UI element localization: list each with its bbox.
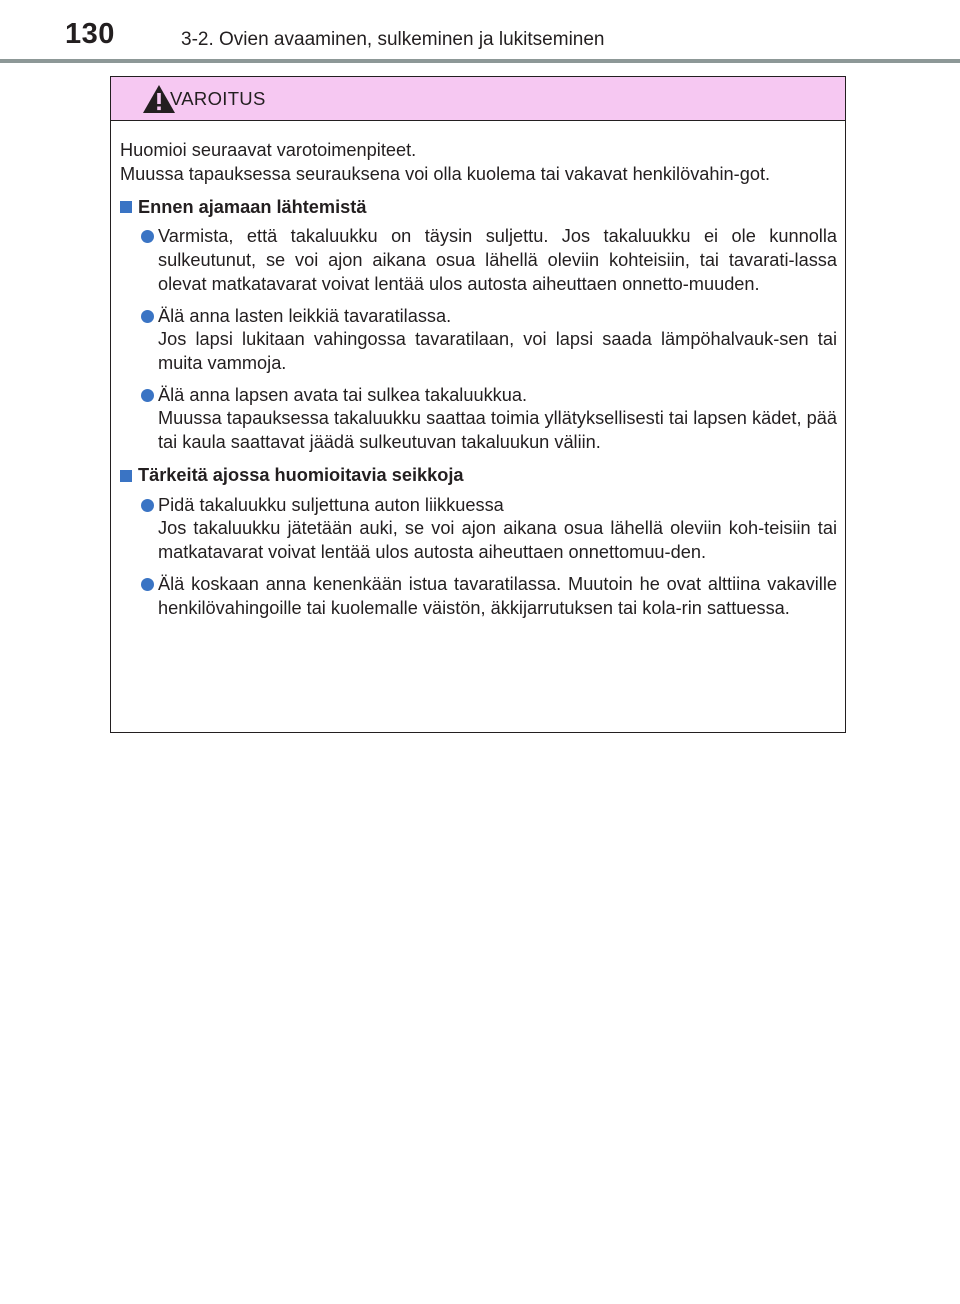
- warning-label: VAROITUS: [170, 88, 266, 109]
- list-item: [120, 225, 837, 296]
- list-item-line: Muussa tapauksessa takaluukku saattaa toimia yllätyksellisesti tai lapsen kädet, pää tai kaula saattavat jäädä sulkeutuvan takaluukun väliin.: [158, 408, 837, 453]
- section-heading: [120, 195, 837, 219]
- warning-box: [110, 76, 846, 733]
- list-item-line: Älä anna lapsen avata tai sulkea takaluukkua.: [158, 384, 528, 405]
- section-heading: [120, 464, 837, 488]
- list-item-text: [158, 305, 837, 376]
- warning-body: [111, 121, 845, 620]
- list-item-line: Jos takaluukku jätetään auki, se voi ajon aikana osua lähellä oleviin koh-teisiin tai matkatavarat voivat lentää ulos autosta aiheuttaen onnettomuu-den.: [158, 518, 837, 563]
- square-bullet-icon: [120, 470, 132, 482]
- list-item-line: Älä koskaan anna kenenkään istua tavaratilassa. Muutoin he ovat alttiina vakaville henkilövahingoille tai kuolemalle väistön, äkkijarrutuksen tai kola-rin sattuessa.: [158, 573, 837, 618]
- round-bullet-icon: [141, 230, 154, 243]
- list-item: [120, 384, 837, 455]
- round-bullet-icon: [141, 389, 154, 402]
- warning-header: [111, 77, 845, 121]
- page-number: 130: [65, 18, 115, 50]
- list-item-line: Varmista, että takaluukku on täysin suljettu. Jos takaluukku ei ole kunnolla sulkeutunut, se voi ajon aikana osua lähellä oleviin kohteisiin, tai tavarati-lassa olevat matkatavarat voivat lentää ulos autosta aiheuttaen onnetto-muuden.: [158, 226, 837, 294]
- list-item-text: [158, 573, 837, 620]
- header-rule: [0, 59, 960, 63]
- section-title: 3-2. Ovien avaaminen, sulkeminen ja lukitseminen: [181, 29, 605, 50]
- list-item-text: [158, 225, 837, 296]
- intro-line-1: Huomioi seuraavat varotoimenpiteet.: [120, 140, 417, 160]
- section-before-driving: [120, 195, 837, 454]
- list-item: [120, 573, 837, 620]
- warning-intro: [120, 139, 837, 186]
- list-item-line: Älä anna lasten leikkiä tavaratilassa.: [158, 305, 452, 326]
- round-bullet-icon: [141, 310, 154, 323]
- intro-line-2: Muussa tapauksessa seurauksena voi olla kuolema tai vakavat henkilövahin-got.: [120, 163, 771, 184]
- list-item: [120, 305, 837, 376]
- section-heading-text: Tärkeitä ajossa huomioitavia seikkoja: [138, 464, 464, 485]
- round-bullet-icon: [141, 578, 154, 591]
- list-item-text: [158, 494, 837, 565]
- section-heading-text: Ennen ajamaan lähtemistä: [138, 196, 367, 217]
- list-item-text: [158, 384, 837, 455]
- square-bullet-icon: [120, 201, 132, 213]
- round-bullet-icon: [141, 499, 154, 512]
- list-item-line: Jos lapsi lukitaan vahingossa tavaratilaan, voi lapsi saada lämpöhalvauk-sen tai muita vammoja.: [158, 329, 837, 373]
- section-while-driving: [120, 464, 837, 621]
- list-item-line: Pidä takaluukku suljettuna auton liikkuessa: [158, 494, 504, 515]
- list-item: [120, 494, 837, 565]
